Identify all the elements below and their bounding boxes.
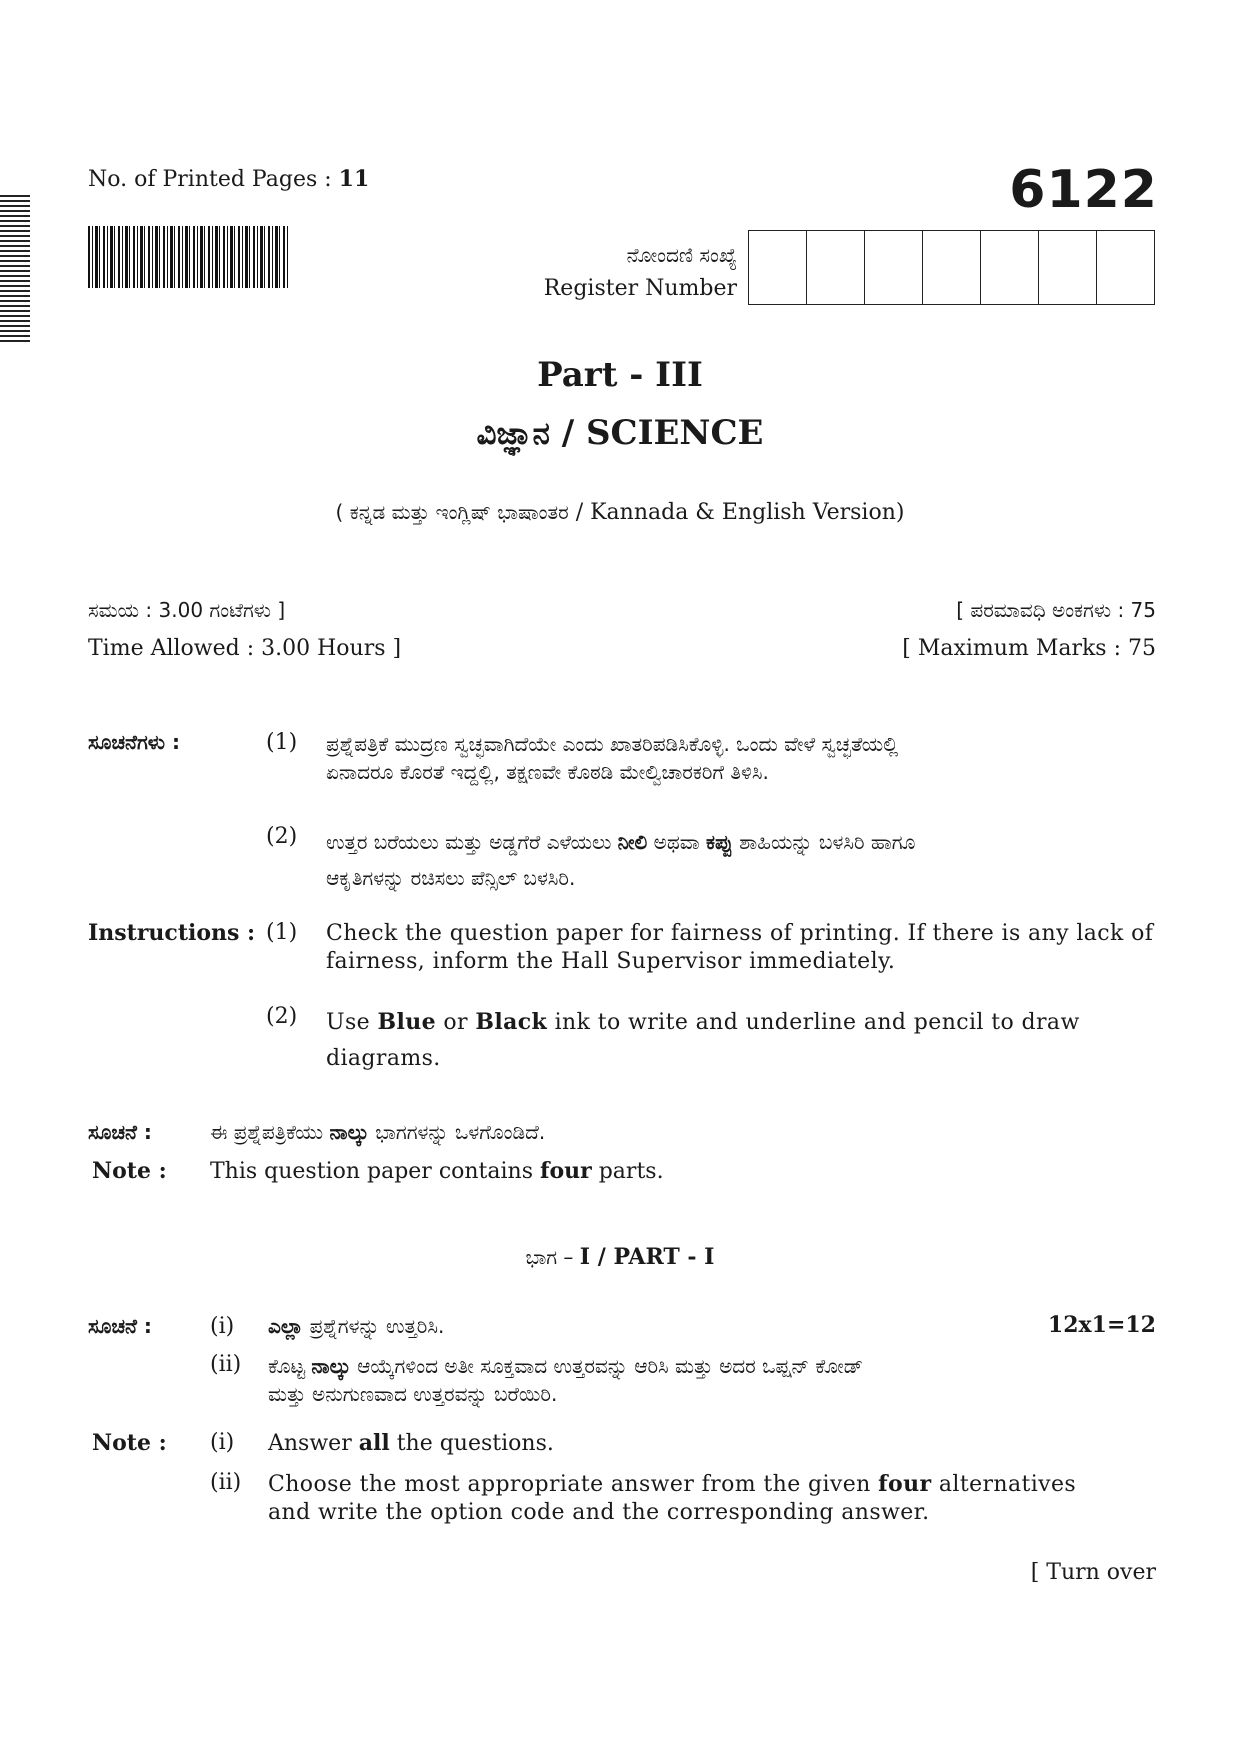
emphasis-four-kn: ನಾಲ್ಕು [329, 1120, 369, 1144]
time-kn: ಸಮಯ : 3.00 ಗಂಟೆಗಳು ] [88, 598, 286, 622]
instruction-en-2-num: (2) [266, 1004, 298, 1029]
register-label-en: Register Number [543, 276, 737, 301]
text-run: parts. [591, 1159, 664, 1184]
max-marks-kn: [ ಪರಮಾವಧಿ ಅಂಕಗಳು : 75 [956, 598, 1156, 622]
emphasis-black: Black [475, 1009, 548, 1035]
instruction-kn-2-line1 [326, 824, 1156, 860]
time-row-kn [88, 598, 1156, 622]
note-kn-text [210, 1120, 545, 1144]
max-marks: [ Maximum Marks : 75 [902, 636, 1156, 661]
text-run: ಭಾಗಗಳನ್ನು ಒಳಗೊಂಡಿದೆ. [368, 1120, 546, 1144]
text-run: Use [326, 1010, 378, 1035]
emphasis-four: four [540, 1158, 592, 1184]
register-box[interactable] [749, 231, 807, 304]
instruction-kn-1 [326, 730, 1156, 786]
version-line [0, 500, 1240, 525]
instructions-kn-label: ಸೂಚನೆಗಳು : [88, 730, 180, 754]
printed-pages-value: 11 [338, 166, 370, 192]
emphasis-black-kn: ಕಪ್ಪು [706, 830, 733, 854]
paper-code: 6122 [1009, 160, 1158, 220]
version-kn: ( ಕನ್ನಡ ಮತ್ತು ಇಂಗ್ಲಿಷ್ ಭಾಷಾಂತರ [335, 500, 569, 524]
register-box[interactable] [1039, 231, 1097, 304]
instruction-kn-2 [326, 824, 1156, 896]
instruction-kn-1-line1: ಪ್ರಶ್ನೆಪತ್ರಿಕೆ ಮುದ್ರಣ ಸ್ವಚ್ಛವಾಗಿದೆಯೇ ಎಂದು ಖಾತರಿಪಡಿಸಿಕೊಳ್ಳಿ. ಒಂದು ವೇಳೆ ಸ್ವಚ್ಛತೆಯಲ್ಲಿ [326, 732, 899, 756]
instruction-kn-2-num: (2) [266, 824, 298, 849]
register-box[interactable] [865, 231, 923, 304]
subject-kn: ವಿಜ್ಞಾನ [476, 416, 550, 452]
emphasis-blue: Blue [377, 1009, 436, 1035]
part-one-heading-kn: ಭಾಗ – [525, 1245, 580, 1269]
edge-registration-marks [0, 195, 30, 345]
register-box[interactable] [807, 231, 865, 304]
instruction-kn-1-line2: ಏನಾದರೂ ಕೊರತೆ ಇದ್ದಲ್ಲಿ, ತಕ್ಷಣವೇ ಕೊಠಡಿ ಮೇಲ್ವಿಚಾರಕರಿಗೆ ತಿಳಿಸಿ. [326, 760, 769, 784]
part-one-heading-en: I / PART - I [579, 1244, 715, 1270]
text-run: ಶಾಹಿಯನ್ನು ಬಳಸಿರಿ ಹಾಗೂ [732, 830, 916, 854]
subject-title [0, 413, 1240, 453]
part1-en-i-num: (i) [210, 1430, 235, 1455]
text-run: ಕೊಟ್ಟ [268, 1354, 312, 1378]
instruction-en-1-num: (1) [266, 920, 298, 945]
text-run: ink to write and underline and pencil to draw [547, 1010, 1080, 1035]
instruction-en-2-line2: diagrams. [326, 1046, 441, 1071]
instruction-kn-1-num: (1) [266, 730, 298, 755]
part1-marks: 12x1=12 [1047, 1312, 1156, 1338]
instruction-kn-2-line2: ಆಕೃತಿಗಳನ್ನು ರಚಿಸಲು ಪೆನ್ಸಿಲ್ ಬಳಸಿರಿ. [326, 866, 576, 890]
part1-en-label: Note : [92, 1430, 167, 1456]
part1-en-ii-num: (ii) [210, 1470, 242, 1495]
note-en-label: Note : [92, 1158, 167, 1184]
text-run: alternatives [931, 1472, 1077, 1497]
part1-kn-ii-num: (ii) [210, 1352, 242, 1377]
note-en-text [210, 1158, 664, 1184]
part-title: Part - III [537, 355, 703, 395]
subject-separator: / [549, 413, 586, 453]
text-run: ಈ ಪ್ರಶ್ನೆಪತ್ರಿಕೆಯು [210, 1120, 330, 1144]
register-number-boxes [748, 230, 1155, 305]
part1-kn-i [268, 1314, 444, 1338]
text-run: or [436, 1010, 476, 1035]
barcode [88, 226, 290, 288]
subject-en: SCIENCE [585, 413, 764, 453]
part1-kn-ii [268, 1352, 1098, 1408]
text-run: ಅಥವಾ [647, 830, 707, 854]
instructions-en-label: Instructions : [88, 920, 256, 946]
instruction-en-2-line1 [326, 1004, 1166, 1041]
register-box[interactable] [923, 231, 981, 304]
emphasis-four-kn: ನಾಲ್ಕು [311, 1354, 351, 1378]
emphasis-all: all [358, 1430, 390, 1456]
emphasis-blue-kn: ನೀಲಿ [617, 830, 648, 854]
register-box[interactable] [981, 231, 1039, 304]
part1-en-ii-line1 [268, 1470, 1108, 1499]
turn-over: [ Turn over [1030, 1560, 1156, 1585]
part-one-heading [0, 1244, 1240, 1270]
register-number-label [520, 238, 737, 306]
register-box[interactable] [1097, 231, 1154, 304]
version-en: / Kannada & English Version) [568, 500, 905, 525]
text-run: the questions. [389, 1431, 554, 1456]
time-row-en [88, 636, 1156, 661]
part1-kn-label: ಸೂಚನೆ : [88, 1314, 152, 1338]
text-run: ಆಯ್ಕೆಗಳಿಂದ ಅತೀ ಸೂಕ್ತವಾದ ಉತ್ತರವನ್ನು ಆರಿಸಿ ಮತ್ತು ಅದರ ಒಪ್ಷನ್ ಕೋಡ್ [350, 1354, 863, 1378]
text-run: Answer [268, 1431, 359, 1456]
printed-pages [88, 166, 369, 192]
text-run: ಉತ್ತರ ಬರೆಯಲು ಮತ್ತು ಅಡ್ಡಗೆರೆ ಎಳೆಯಲು [326, 830, 618, 854]
part1-en-ii [268, 1470, 1108, 1527]
instruction-en-1 [326, 920, 1166, 976]
part1-kn-ii-line1 [268, 1352, 1098, 1380]
emphasis-four: four [878, 1471, 932, 1497]
note-kn-label: ಸೂಚನೆ : [88, 1120, 152, 1144]
register-label-kn: ನೋಂದಣಿ ಸಂಖ್ಯೆ [626, 243, 737, 267]
text-run: This question paper contains [210, 1159, 540, 1184]
text-run: Choose the most appropriate answer from the given [268, 1472, 879, 1497]
printed-pages-label: No. of Printed Pages : [88, 167, 332, 192]
text-run: ಪ್ರಶ್ನೆಗಳನ್ನು ಉತ್ತರಿಸಿ. [303, 1314, 445, 1338]
emphasis-all-kn: ಎಲ್ಲಾ [268, 1314, 304, 1338]
part1-en-i [268, 1430, 554, 1456]
instruction-en-2 [326, 1004, 1166, 1077]
instruction-en-1-line1: Check the question paper for fairness of printing. If there is any lack of [326, 921, 1154, 946]
part1-kn-i-num: (i) [210, 1314, 235, 1339]
part1-en-ii-line2: and write the option code and the corresponding answer. [268, 1500, 930, 1525]
instruction-en-1-line2: fairness, inform the Hall Supervisor immediately. [326, 949, 896, 974]
time-allowed: Time Allowed : 3.00 Hours ] [88, 636, 402, 661]
part1-kn-ii-line2: ಮತ್ತು ಅನುಗುಣವಾದ ಉತ್ತರವನ್ನು ಬರೆಯಿರಿ. [268, 1382, 558, 1406]
